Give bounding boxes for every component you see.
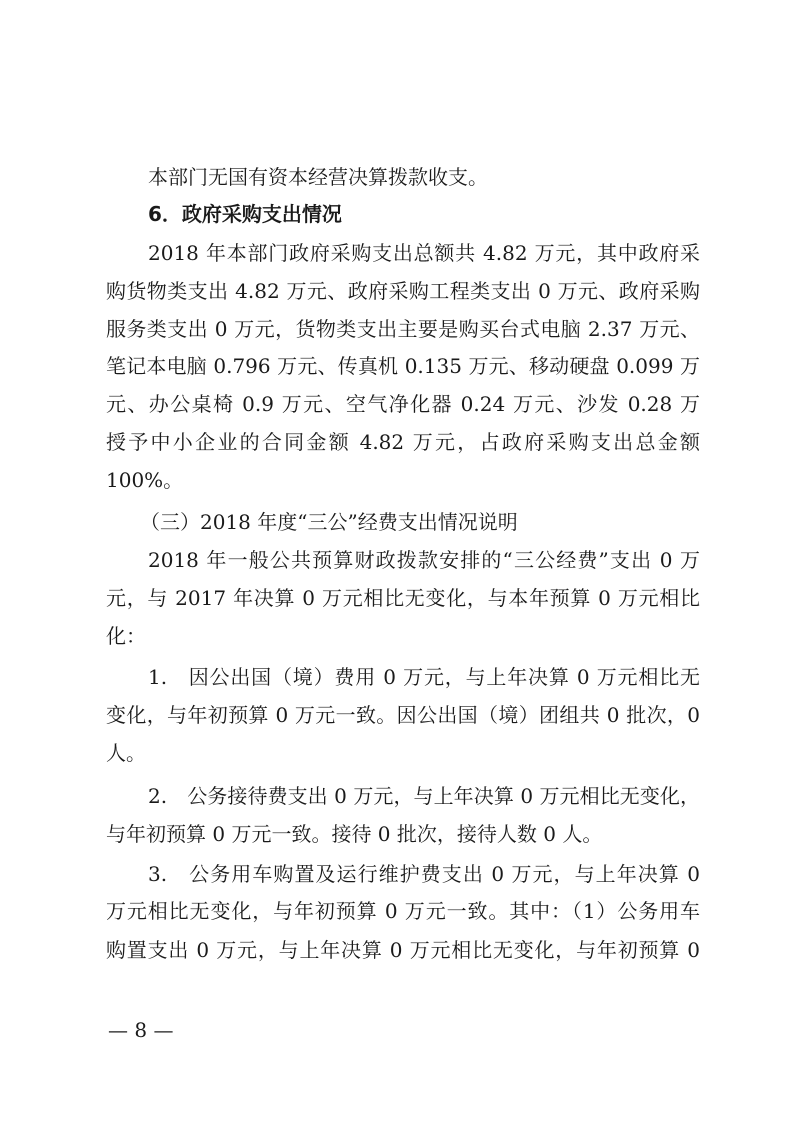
section-heading: 6．政府采购支出情况 xyxy=(148,202,342,226)
page-number: — 8 — xyxy=(108,1018,174,1042)
list-item-line: 万元相比无变化，与年初预算 0 万元一致。其中：（1）公务用车 xyxy=(106,899,700,923)
paragraph-line: 化： xyxy=(106,624,146,648)
list-item-line: 变化，与年初预算 0 万元一致。因公出国（境）团组共 0 批次，0 xyxy=(106,703,700,727)
list-item-line: 1. 因公出国（境）费用 0 万元，与上年决算 0 万元相比无 xyxy=(148,665,700,689)
list-item-line: 人。 xyxy=(106,741,146,765)
paragraph-line: 购货物类支出 4.82 万元、政府采购工程类支出 0 万元、政府采购 xyxy=(106,279,700,303)
paragraph-line: 授予中小企业的合同金额 4.82 万元，占政府采购支出总金额 xyxy=(106,430,700,454)
list-item-line: 3. 公务用车购置及运行维护费支出 0 万元，与上年决算 0 xyxy=(148,862,700,886)
paragraph-line: 本部门无国有资本经营决算拨款收支。 xyxy=(148,165,488,189)
list-item-line: 2. 公务接待费支出 0 万元，与上年决算 0 万元相比无变化， xyxy=(148,784,700,808)
paragraph-line: 元，与 2017 年决算 0 万元相比无变化，与本年预算 0 万元相比 xyxy=(106,586,700,610)
list-item-line: 与年初预算 0 万元一致。接待 0 批次，接待人数 0 人。 xyxy=(106,822,603,846)
paragraph-line: 100%。 xyxy=(106,468,184,492)
section-heading: （三）2018 年度“三公”经费支出情况说明 xyxy=(140,510,518,534)
paragraph-line: 元、办公桌椅 0.9 万元、空气净化器 0.24 万元、沙发 0.28 万 xyxy=(106,392,700,416)
paragraph-line: 服务类支出 0 万元，货物类支出主要是购买台式电脑 2.37 万元、 xyxy=(106,317,700,341)
paragraph-line: 2018 年本部门政府采购支出总额共 4.82 万元，其中政府采 xyxy=(148,241,700,265)
paragraph-line: 2018 年一般公共预算财政拨款安排的“三公经费”支出 0 万 xyxy=(148,548,700,572)
paragraph-line: 笔记本电脑 0.796 万元、传真机 0.135 万元、移动硬盘 0.099 万 xyxy=(106,354,700,378)
list-item-line: 购置支出 0 万元，与上年决算 0 万元相比无变化，与年初预算 0 xyxy=(106,938,700,962)
